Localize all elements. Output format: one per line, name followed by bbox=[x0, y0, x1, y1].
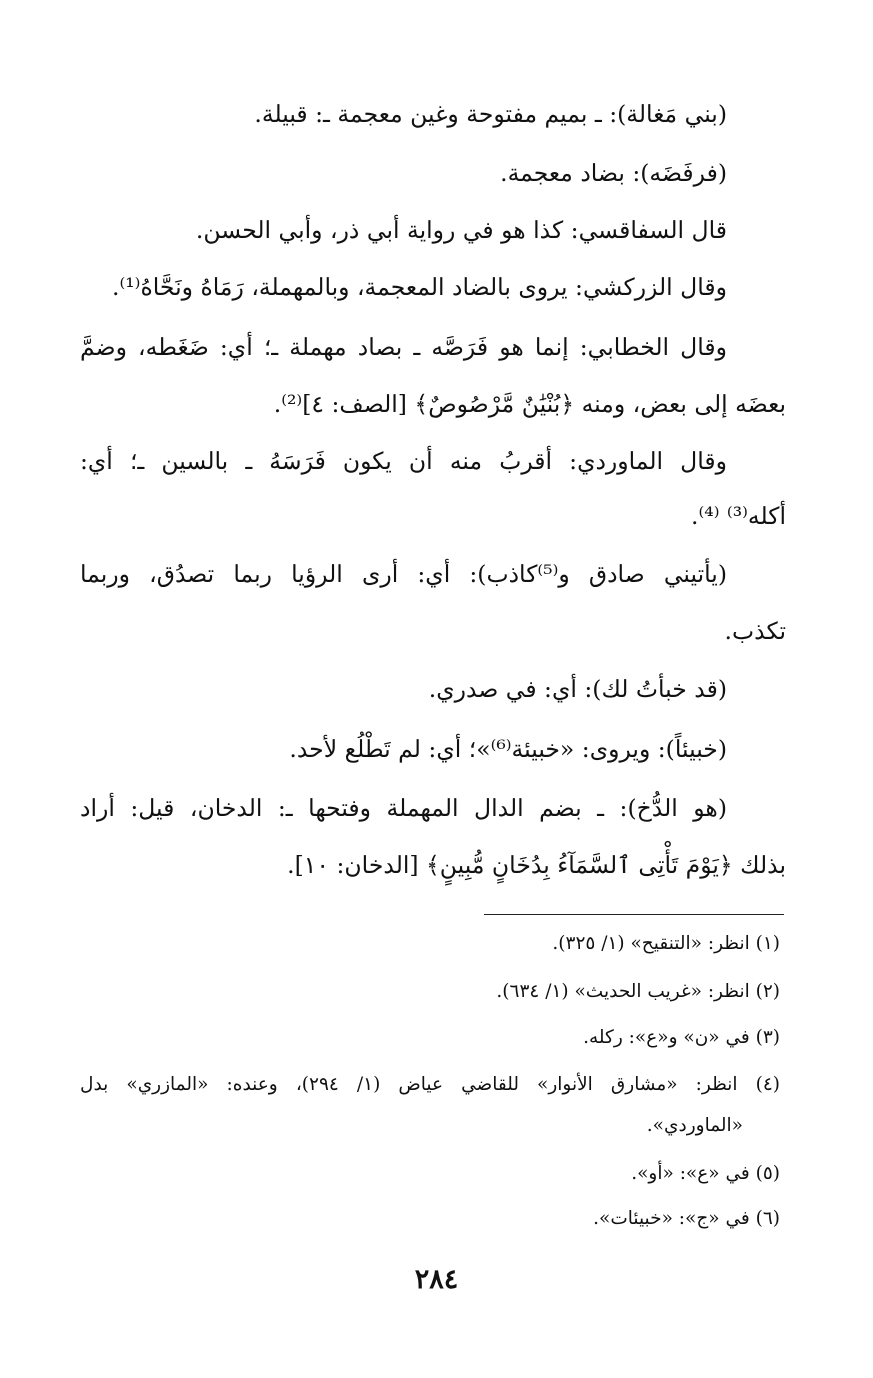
text-line: (بني مَغالة): ـ بميم مفتوحة وغين معجمة ـ: قبيلة. bbox=[254, 100, 727, 128]
footnote: (٥) في «ع»: «أو». bbox=[631, 1163, 780, 1184]
text-line: وقال الزركشي: يروى بالضاد المعجمة، وبالمهملة، رَمَاهُ ونَحَّاهُ⁽¹⁾. bbox=[112, 273, 727, 301]
text-line: أكله⁽³⁾ ⁽⁴⁾. bbox=[691, 502, 786, 530]
footnote-continuation: «الماوردي». bbox=[646, 1115, 743, 1136]
text-line: (خبيئاً): ويروى: «خبيئة⁽⁶⁾»؛ أي: لم تَطْلُع لأحد. bbox=[289, 735, 727, 763]
footnote-separator bbox=[484, 914, 784, 915]
page-number: ٢٨٤ bbox=[414, 1264, 459, 1295]
text-line: (هو الدُّخ): ـ بضم الدال المهملة وفتحها ـ: الدخان، قيل: أراد bbox=[80, 794, 727, 822]
text-line: وقال الماوردي: أقربُ منه أن يكون فَرَسَهُ ـ بالسين ـ؛ أي: bbox=[80, 447, 727, 475]
text-line: بذلك ﴿يَوْمَ تَأْتِى ٱلسَّمَآءُ بِدُخَانٍ مُّبِينٍ﴾ [الدخان: ١٠]. bbox=[287, 851, 786, 879]
text-line: قال السفاقسي: كذا هو في رواية أبي ذر، وأبي الحسن. bbox=[195, 216, 727, 244]
text-line: تكذب. bbox=[724, 617, 786, 645]
text-line: (فرفَضَه): بضاد معجمة. bbox=[500, 159, 727, 187]
footnote: (١) انظر: «التنقيح» (١/ ٣٢٥). bbox=[552, 933, 780, 954]
footnote: (٢) انظر: «غريب الحديث» (١/ ٦٣٤). bbox=[496, 981, 780, 1002]
footnote: (٣) في «ن» و«ع»: ركله. bbox=[583, 1027, 780, 1048]
footnote: (٦) في «ج»: «خبيئات». bbox=[593, 1208, 780, 1229]
text-line: (قد خبأتُ لك): أي: في صدري. bbox=[428, 675, 727, 703]
footnote: (٤) انظر: «مشارق الأنوار» للقاضي عياض (١/ ٢٩٤)، وعنده: «المازري» بدل bbox=[80, 1074, 780, 1095]
text-line: (يأتيني صادق و⁽⁵⁾كاذب): أي: أرى الرؤيا ربما تصدُق، وربما bbox=[80, 560, 727, 588]
text-line: وقال الخطابي: إنما هو فَرَصَّه ـ بصاد مهملة ـ؛ أي: ضَغَطه، وضمَّ bbox=[80, 333, 727, 361]
text-line: بعضَه إلى بعض، ومنه ﴿بُنْيَٰنٌ مَّرْصُوصٌ﴾ [الصف: ٤]⁽²⁾. bbox=[273, 390, 786, 418]
